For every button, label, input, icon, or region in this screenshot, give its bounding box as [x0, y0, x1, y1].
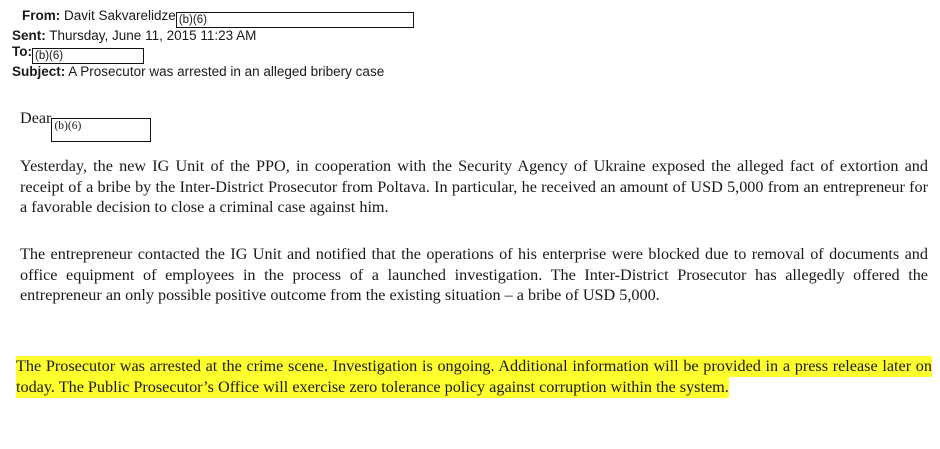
- paragraph-2: The entrepreneur contacted the IG Unit and notified that the operations of his enterprise were blocked due to removal of documents and office equipment of employees in the process of a launched investigation. The Inter-District Prosecutor has allegedly offered the entrepreneur an only possible positive outcome from the existing situation – a bribe of USD 5,000.: [20, 245, 928, 304]
- salutation-redaction-box: (b)(6): [51, 118, 151, 142]
- subject-value: A Prosecutor was arrested in an alleged bribery case: [68, 63, 385, 79]
- from-row: [12, 8, 414, 28]
- subject-label: Subject:: [12, 63, 66, 79]
- to-label: To:: [12, 43, 32, 59]
- sent-row: [12, 28, 414, 44]
- paragraph-3-highlighted: [16, 356, 932, 397]
- sent-label: Sent:: [12, 28, 46, 43]
- to-redaction-box: (b)(6): [32, 48, 144, 64]
- sent-value: Thursday, June 11, 2015 11:23 AM: [49, 28, 257, 43]
- from-label: From:: [22, 8, 61, 23]
- to-row: [12, 44, 414, 64]
- paragraph-1: Yesterday, the new IG Unit of the PPO, in cooperation with the Security Agency of Ukraine exposed the alleged fact of extortion and receipt of a bribe by the Inter-District Prosecutor from Poltava. In particular, he received an amount of USD 5,000 from an entrepreneur for a favorable decision to close a criminal case against him.: [20, 157, 928, 216]
- highlighted-text: The Prosecutor was arrested at the crime scene. Investigation is ongoing. Additional information will be provided in a press release later on today. The Public Prosecutor’s Office will exercise zero tolerance policy against corruption within the system.: [16, 357, 932, 396]
- email-header: [12, 8, 414, 79]
- salutation: [20, 108, 151, 142]
- from-redaction-box: (b)(6): [176, 12, 414, 28]
- salutation-text: Dear: [20, 109, 52, 127]
- from-name: Davit Sakvarelidze: [64, 8, 176, 23]
- subject-row: [12, 64, 414, 80]
